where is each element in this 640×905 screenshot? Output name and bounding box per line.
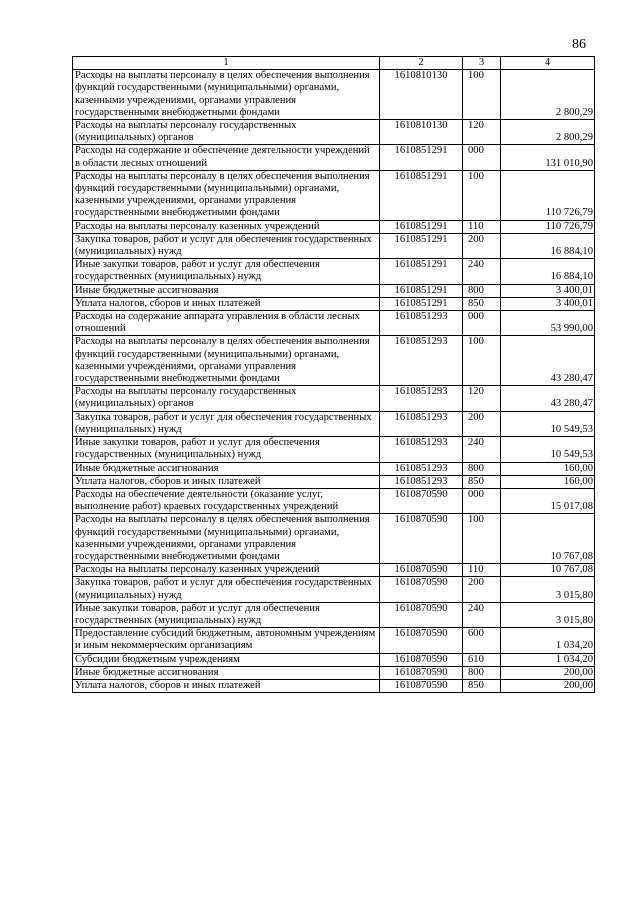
row-vr-cell: 110 (463, 564, 501, 577)
row-vr-cell: 850 (463, 297, 501, 310)
header-col-3: 3 (463, 57, 501, 70)
row-name-cell: Закупка товаров, работ и услуг для обеспечения государственных (муниципальных) нужд (73, 411, 380, 436)
table-row (73, 514, 595, 564)
row-amount-cell: 110 726,79 (501, 220, 595, 233)
row-amount-cell: 43 280,47 (501, 386, 595, 411)
row-vr-cell: 000 (463, 311, 501, 336)
row-code-cell: 1610851293 (380, 386, 463, 411)
table-row (73, 259, 595, 284)
row-name-cell: Иные бюджетные ассигнования (73, 666, 380, 679)
row-name-cell: Расходы на выплаты персоналу казенных учреждений (73, 220, 380, 233)
row-vr-cell: 240 (463, 602, 501, 627)
row-amount-cell: 10 549,53 (501, 437, 595, 462)
row-vr-cell: 800 (463, 284, 501, 297)
row-name-cell: Расходы на выплаты персоналу в целях обеспечения выполнения функций государственными (муниципальными) органами, казенными учреждениями, органами управления государственными внебюджетными фондами (73, 336, 380, 386)
row-code-cell: 1610870590 (380, 679, 463, 692)
table-body (73, 70, 595, 693)
row-code-cell: 1610851291 (380, 170, 463, 220)
row-name-cell: Расходы на обеспечение деятельности (оказание услуг, выполнение работ) краевых государственных учреждений (73, 488, 380, 513)
row-name-cell: Уплата налогов, сборов и иных платежей (73, 297, 380, 310)
table-row (73, 284, 595, 297)
row-vr-cell: 240 (463, 437, 501, 462)
row-code-cell: 1610851291 (380, 259, 463, 284)
row-amount-cell: 53 990,00 (501, 311, 595, 336)
row-code-cell: 1610851291 (380, 233, 463, 258)
row-amount-cell: 200,00 (501, 666, 595, 679)
row-amount-cell: 43 280,47 (501, 336, 595, 386)
header-col-2: 2 (380, 57, 463, 70)
table-row (73, 220, 595, 233)
row-vr-cell: 800 (463, 462, 501, 475)
row-vr-cell: 000 (463, 488, 501, 513)
table-row (73, 602, 595, 627)
table-row (73, 336, 595, 386)
row-amount-cell: 1 034,20 (501, 653, 595, 666)
row-name-cell: Расходы на выплаты персоналу в целях обеспечения выполнения функций государственными (муниципальными) органами, казенными учреждениями, органами управления государственными внебюджетными фондами (73, 70, 380, 120)
page-number: 86 (572, 37, 586, 52)
row-amount-cell: 3 400,01 (501, 297, 595, 310)
row-name-cell: Закупка товаров, работ и услуг для обеспечения государственных (муниципальных) нужд (73, 577, 380, 602)
table-row (73, 628, 595, 653)
row-name-cell: Расходы на содержание аппарата управления в области лесных отношений (73, 311, 380, 336)
table-row (73, 488, 595, 513)
row-name-cell: Уплата налогов, сборов и иных платежей (73, 475, 380, 488)
row-name-cell: Расходы на выплаты персоналу казенных учреждений (73, 564, 380, 577)
row-amount-cell: 3 015,80 (501, 602, 595, 627)
row-vr-cell: 120 (463, 120, 501, 145)
row-code-cell: 1610851293 (380, 411, 463, 436)
row-amount-cell: 160,00 (501, 475, 595, 488)
row-code-cell: 1610810130 (380, 120, 463, 145)
row-code-cell: 1610870590 (380, 488, 463, 513)
row-amount-cell: 3 015,80 (501, 577, 595, 602)
row-name-cell: Иные закупки товаров, работ и услуг для обеспечения государственных (муниципальных) нужд (73, 602, 380, 627)
table-row (73, 475, 595, 488)
table-row (73, 666, 595, 679)
row-vr-cell: 100 (463, 170, 501, 220)
row-vr-cell: 600 (463, 628, 501, 653)
row-code-cell: 1610851293 (380, 437, 463, 462)
table-row (73, 462, 595, 475)
row-code-cell: 1610870590 (380, 514, 463, 564)
row-amount-cell: 16 884,10 (501, 233, 595, 258)
row-amount-cell: 2 800,29 (501, 120, 595, 145)
row-name-cell: Расходы на выплаты персоналу государственных (муниципальных) органов (73, 120, 380, 145)
table-row (73, 233, 595, 258)
table-row (73, 311, 595, 336)
table-row (73, 564, 595, 577)
header-col-4: 4 (501, 57, 595, 70)
row-code-cell: 1610851291 (380, 297, 463, 310)
row-amount-cell: 10 549,53 (501, 411, 595, 436)
row-vr-cell: 240 (463, 259, 501, 284)
row-name-cell: Предоставление субсидий бюджетным, автономным учреждениям и иным некоммерческим организациям (73, 628, 380, 653)
table-row (73, 679, 595, 692)
budget-table (72, 56, 595, 693)
row-code-cell: 1610810130 (380, 70, 463, 120)
row-vr-cell: 000 (463, 145, 501, 170)
table-row (73, 120, 595, 145)
row-code-cell: 1610851293 (380, 475, 463, 488)
row-vr-cell: 200 (463, 411, 501, 436)
row-amount-cell: 110 726,79 (501, 170, 595, 220)
row-vr-cell: 800 (463, 666, 501, 679)
table-row (73, 297, 595, 310)
row-vr-cell: 100 (463, 70, 501, 120)
row-code-cell: 1610851293 (380, 311, 463, 336)
table-row (73, 411, 595, 436)
row-name-cell: Иные бюджетные ассигнования (73, 284, 380, 297)
row-vr-cell: 610 (463, 653, 501, 666)
table-row (73, 386, 595, 411)
row-name-cell: Расходы на выплаты персоналу государственных (муниципальных) органов (73, 386, 380, 411)
row-code-cell: 1610870590 (380, 577, 463, 602)
row-code-cell: 1610870590 (380, 666, 463, 679)
row-name-cell: Закупка товаров, работ и услуг для обеспечения государственных (муниципальных) нужд (73, 233, 380, 258)
row-name-cell: Расходы на выплаты персоналу в целях обеспечения выполнения функций государственными (муниципальными) органами, казенными учреждениями, органами управления государственными внебюджетными фондами (73, 170, 380, 220)
table-row (73, 653, 595, 666)
row-name-cell: Уплата налогов, сборов и иных платежей (73, 679, 380, 692)
row-amount-cell: 160,00 (501, 462, 595, 475)
row-code-cell: 1610851291 (380, 284, 463, 297)
row-code-cell: 1610870590 (380, 653, 463, 666)
row-code-cell: 1610870590 (380, 628, 463, 653)
row-code-cell: 1610851291 (380, 220, 463, 233)
row-amount-cell: 131 010,90 (501, 145, 595, 170)
row-name-cell: Расходы на содержание и обеспечение деятельности учреждений в области лесных отношений (73, 145, 380, 170)
row-amount-cell: 2 800,29 (501, 70, 595, 120)
table-row (73, 70, 595, 120)
row-amount-cell: 10 767,08 (501, 514, 595, 564)
row-amount-cell: 10 767,08 (501, 564, 595, 577)
row-vr-cell: 110 (463, 220, 501, 233)
table-header-row (73, 57, 595, 70)
table-row (73, 437, 595, 462)
header-col-1: 1 (73, 57, 380, 70)
row-name-cell: Иные закупки товаров, работ и услуг для обеспечения государственных (муниципальных) нужд (73, 437, 380, 462)
row-vr-cell: 100 (463, 336, 501, 386)
row-amount-cell: 1 034,20 (501, 628, 595, 653)
row-code-cell: 1610870590 (380, 602, 463, 627)
row-vr-cell: 200 (463, 233, 501, 258)
row-name-cell: Субсидии бюджетным учреждениям (73, 653, 380, 666)
row-vr-cell: 850 (463, 679, 501, 692)
row-amount-cell: 15 017,08 (501, 488, 595, 513)
row-amount-cell: 16 884,10 (501, 259, 595, 284)
row-code-cell: 1610851293 (380, 336, 463, 386)
table-row (73, 577, 595, 602)
row-vr-cell: 200 (463, 577, 501, 602)
row-vr-cell: 100 (463, 514, 501, 564)
row-code-cell: 1610851293 (380, 462, 463, 475)
table-row (73, 170, 595, 220)
row-code-cell: 1610870590 (380, 564, 463, 577)
row-vr-cell: 120 (463, 386, 501, 411)
table-row (73, 145, 595, 170)
row-name-cell: Расходы на выплаты персоналу в целях обеспечения выполнения функций государственными (муниципальными) органами, казенными учреждениями, органами управления государственными внебюджетными фондами (73, 514, 380, 564)
row-vr-cell: 850 (463, 475, 501, 488)
row-code-cell: 1610851291 (380, 145, 463, 170)
row-amount-cell: 3 400,01 (501, 284, 595, 297)
row-name-cell: Иные закупки товаров, работ и услуг для обеспечения государственных (муниципальных) нужд (73, 259, 380, 284)
row-amount-cell: 200,00 (501, 679, 595, 692)
row-name-cell: Иные бюджетные ассигнования (73, 462, 380, 475)
